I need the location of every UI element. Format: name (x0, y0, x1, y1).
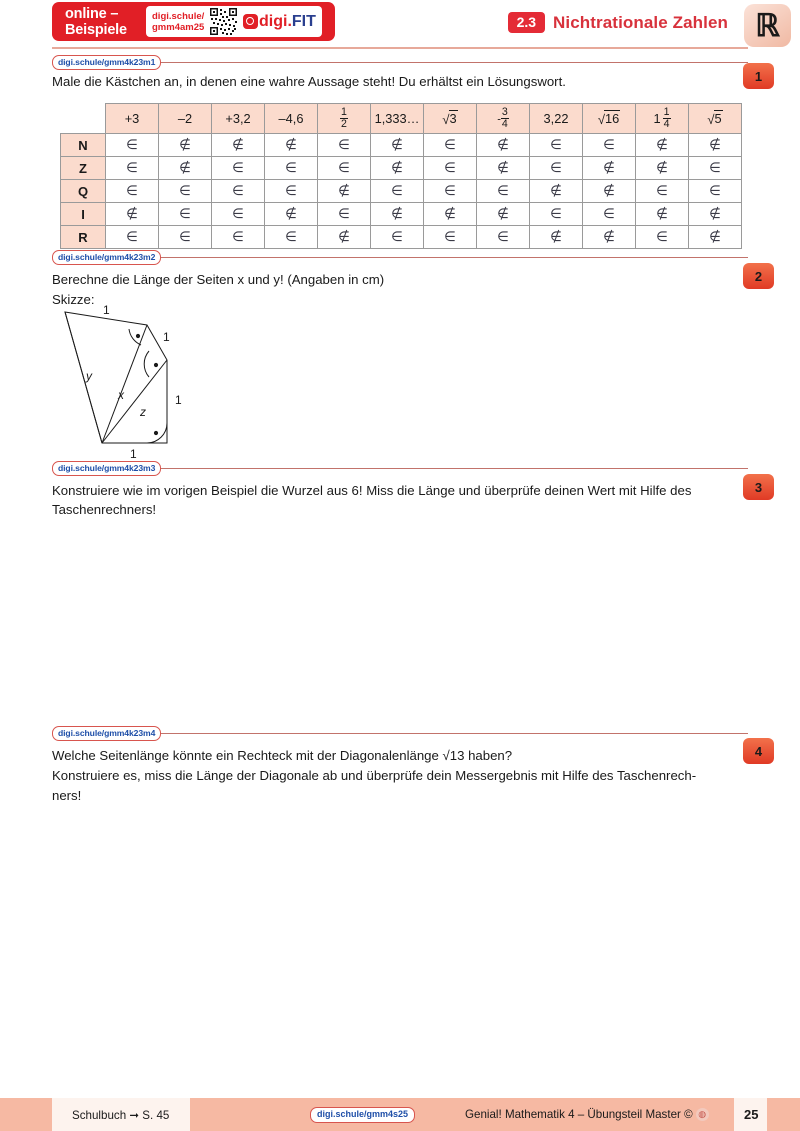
table-cell[interactable]: ∈ (318, 203, 371, 226)
table-cell[interactable]: ∈ (318, 157, 371, 180)
table-row-header: R (61, 226, 106, 249)
table-cell[interactable]: ∈ (159, 180, 212, 203)
online-label-line1: online – (65, 5, 119, 22)
sketch-segment-z (102, 360, 167, 443)
footer-credit-wrap (465, 1098, 709, 1131)
table-cell[interactable]: ∈ (212, 226, 265, 249)
table-cell[interactable]: ∉ (159, 157, 212, 180)
table-cell[interactable]: ∈ (530, 134, 583, 157)
table-cell[interactable]: ∈ (424, 157, 477, 180)
chapter-title: Nichtrationale Zahlen (553, 12, 728, 32)
footer-credit: Genial! Mathematik 4 – Übungsteil Master © (465, 1108, 693, 1121)
footer-page-number: 25 (744, 1107, 759, 1122)
sketch-label-z: z (140, 405, 146, 419)
table-cell[interactable]: ∉ (318, 180, 371, 203)
table-cell[interactable]: ∈ (212, 203, 265, 226)
table-col-header: √ 5 (689, 104, 742, 134)
table-cell[interactable]: ∉ (583, 226, 636, 249)
table-row-header: Q (61, 180, 106, 203)
table-cell[interactable]: ∉ (530, 226, 583, 249)
table-cell[interactable]: ∈ (583, 134, 636, 157)
table-cell[interactable]: ∉ (689, 134, 742, 157)
digifit-logo-dot: . (287, 12, 292, 30)
qr-url-line1: digi.schule/ (152, 10, 205, 22)
exercise-3-code[interactable]: digi.schule/gmm4k23m3 (52, 461, 161, 476)
sketch-segment-y (65, 312, 102, 443)
table-cell[interactable]: ∉ (371, 134, 424, 157)
exercise-2-text: Berechne die Länge der Seiten x und y! (Angaben in cm) (52, 272, 385, 287)
membership-table (60, 103, 742, 249)
table-col-header: +3,2 (212, 104, 265, 134)
sketch-label-upper-right-one: 1 (163, 330, 170, 344)
exercise-4-text-line3: ners! (52, 788, 82, 803)
table-cell[interactable]: ∉ (265, 134, 318, 157)
qr-url-label (152, 11, 208, 33)
sketch-label-bottom-one: 1 (130, 447, 137, 461)
table-col-header: √ 16 (583, 104, 636, 134)
table-cell[interactable]: ∉ (371, 157, 424, 180)
page-header (0, 0, 800, 52)
table-cell[interactable]: ∈ (583, 203, 636, 226)
table-col-header: 1 $\frac{1}{4}$ (636, 104, 689, 134)
table-cell[interactable]: ∈ (424, 180, 477, 203)
digifit-mark-icon (243, 14, 258, 29)
digifit-logo-digi: digi (259, 12, 288, 30)
exercise-1-code[interactable]: digi.schule/gmm4k23m1 (52, 55, 161, 70)
table-cell[interactable]: ∈ (689, 157, 742, 180)
qr-code-icon[interactable] (209, 7, 238, 36)
table-cell[interactable]: ∉ (477, 157, 530, 180)
exercise-4-badge: 4 (743, 738, 774, 764)
table-row-header: Z (61, 157, 106, 180)
exercise-2-code[interactable]: digi.schule/gmm4k23m2 (52, 250, 161, 265)
digifit-logo[interactable] (243, 13, 316, 31)
table-cell[interactable]: ∈ (212, 180, 265, 203)
table-cell[interactable]: ∉ (477, 203, 530, 226)
table-cell[interactable]: ∈ (265, 226, 318, 249)
header-divider (52, 47, 748, 49)
footer-band (767, 1098, 800, 1131)
table-cell[interactable]: ∈ (159, 203, 212, 226)
right-angle-dot-1 (136, 334, 140, 338)
table-cell[interactable]: ∈ (424, 134, 477, 157)
table-cell[interactable]: ∈ (318, 134, 371, 157)
qr-url-line2: gmm4am25 (152, 21, 205, 33)
table-col-header: 3,22 (530, 104, 583, 134)
sketch-segment-x (102, 325, 147, 443)
footer-band (0, 1098, 52, 1131)
table-cell[interactable]: ∈ (424, 226, 477, 249)
table-col-header: - $\frac{3}{4}$ (477, 104, 530, 134)
table-cell[interactable]: ∈ (530, 157, 583, 180)
qr-panel[interactable] (146, 6, 322, 37)
table-cell[interactable]: ∉ (212, 134, 265, 157)
table-row (61, 134, 742, 157)
exercise-4-text: Welche Seitenlänge könnte ein Rechteck mit der Diagonalenlänge √13 haben? (52, 748, 513, 763)
table-row-header: N (61, 134, 106, 157)
table-cell[interactable]: ∉ (636, 203, 689, 226)
exercise-4-rule (52, 726, 748, 740)
table-cell[interactable]: ∈ (106, 226, 159, 249)
footer-code[interactable]: digi.schule/gmm4s25 (310, 1107, 415, 1123)
exercise-3-text: Konstruiere wie im vorigen Beispiel die Wurzel aus 6! Miss die Länge und überprüfe deinen Wert mit Hilfe des Taschenrechners! (52, 483, 692, 517)
exercise-2-rule (52, 250, 748, 264)
sketch-label-y: y (86, 369, 92, 383)
table-cell[interactable]: ∉ (371, 203, 424, 226)
sketch-label-top-one: 1 (103, 303, 110, 317)
exercise-1-text: Male die Kästchen an, in denen eine wahre Aussage steht! Du erhältst ein Lösungswort. (52, 74, 566, 89)
table-col-header: –4,6 (265, 104, 318, 134)
right-angle-dot-3 (154, 431, 158, 435)
online-beispiele-label (65, 6, 143, 38)
exercise-1-rule (52, 55, 748, 69)
table-cell[interactable]: ∉ (424, 203, 477, 226)
footer-code-wrap[interactable] (310, 1098, 415, 1131)
table-row (61, 203, 742, 226)
table-cell[interactable]: ∉ (689, 203, 742, 226)
real-numbers-glyph: ℝ (755, 7, 780, 43)
exercise-3-rule (52, 461, 748, 475)
table-cell[interactable]: ∈ (106, 180, 159, 203)
table-cell[interactable]: ∉ (636, 134, 689, 157)
table-cell[interactable]: ∉ (265, 203, 318, 226)
footer-schulbuch-reference: Schulbuch ➞ S. 45 (72, 1108, 170, 1122)
table-col-header: √ 3 (424, 104, 477, 134)
table-cell[interactable]: ∈ (106, 134, 159, 157)
exercise-1-badge: 1 (743, 63, 774, 89)
table-cell[interactable]: ∈ (477, 180, 530, 203)
digifit-logo-fit: FIT (291, 12, 316, 30)
exercise-4-text-line2: Konstruiere es, miss die Länge der Diagonale ab und überprüfe dein Messergebnis mit Hilfe des Taschenrech- (52, 768, 697, 783)
chapter-number-badge: 2.3 (508, 12, 545, 33)
right-angle-dot-2 (154, 363, 158, 367)
table-cell[interactable]: ∈ (159, 226, 212, 249)
table-cell[interactable]: ∈ (530, 203, 583, 226)
table-cell[interactable]: ∈ (106, 157, 159, 180)
right-angle-arc-2 (144, 351, 149, 377)
table-cell[interactable]: ∉ (583, 157, 636, 180)
table-cell[interactable]: ∈ (265, 180, 318, 203)
table-cell[interactable]: ∈ (636, 226, 689, 249)
table-row (61, 157, 742, 180)
chapter-heading (508, 12, 728, 33)
table-cell[interactable]: ∉ (636, 157, 689, 180)
table-row (61, 180, 742, 203)
table-cell[interactable]: ∉ (159, 134, 212, 157)
table-cell[interactable]: ∉ (530, 180, 583, 203)
table-cell[interactable]: ∉ (689, 226, 742, 249)
table-col-header: +3 (106, 104, 159, 134)
table-cell[interactable]: ∈ (636, 180, 689, 203)
table-row-header: I (61, 203, 106, 226)
table-cell[interactable]: ∈ (689, 180, 742, 203)
table-cell[interactable]: ∉ (477, 134, 530, 157)
table-cell[interactable]: ∈ (477, 226, 530, 249)
sketch-label-right-one: 1 (175, 393, 182, 407)
sketch-label-x: x (118, 388, 124, 402)
exercise-4-code[interactable]: digi.schule/gmm4k23m4 (52, 726, 161, 741)
table-col-header: $\frac{1}{2}$ (318, 104, 371, 134)
table-col-header: 1,333… (371, 104, 424, 134)
sketch-outline (65, 312, 167, 443)
table-cell[interactable]: ∉ (583, 180, 636, 203)
table-header-row (61, 104, 742, 134)
table-corner-cell (61, 104, 106, 134)
exercise-2-subtext: Skizze: (52, 292, 95, 307)
online-label-line2: Beispiele (65, 21, 127, 38)
page-footer (0, 1098, 800, 1131)
publisher-logo-icon: ◍ (696, 1108, 709, 1121)
exercise-2-badge: 2 (743, 263, 774, 289)
exercise-3-badge: 3 (743, 474, 774, 500)
online-beispiele-badge[interactable] (52, 2, 335, 41)
real-numbers-icon (744, 4, 791, 47)
table-cell[interactable]: ∉ (106, 203, 159, 226)
table-cell[interactable]: ∈ (212, 157, 265, 180)
theodorus-spiral-sketch (55, 303, 255, 463)
table-row (61, 226, 742, 249)
table-col-header: –2 (159, 104, 212, 134)
table-cell[interactable]: ∈ (265, 157, 318, 180)
table-cell[interactable]: ∈ (371, 226, 424, 249)
table-cell[interactable]: ∉ (318, 226, 371, 249)
table-cell[interactable]: ∈ (371, 180, 424, 203)
